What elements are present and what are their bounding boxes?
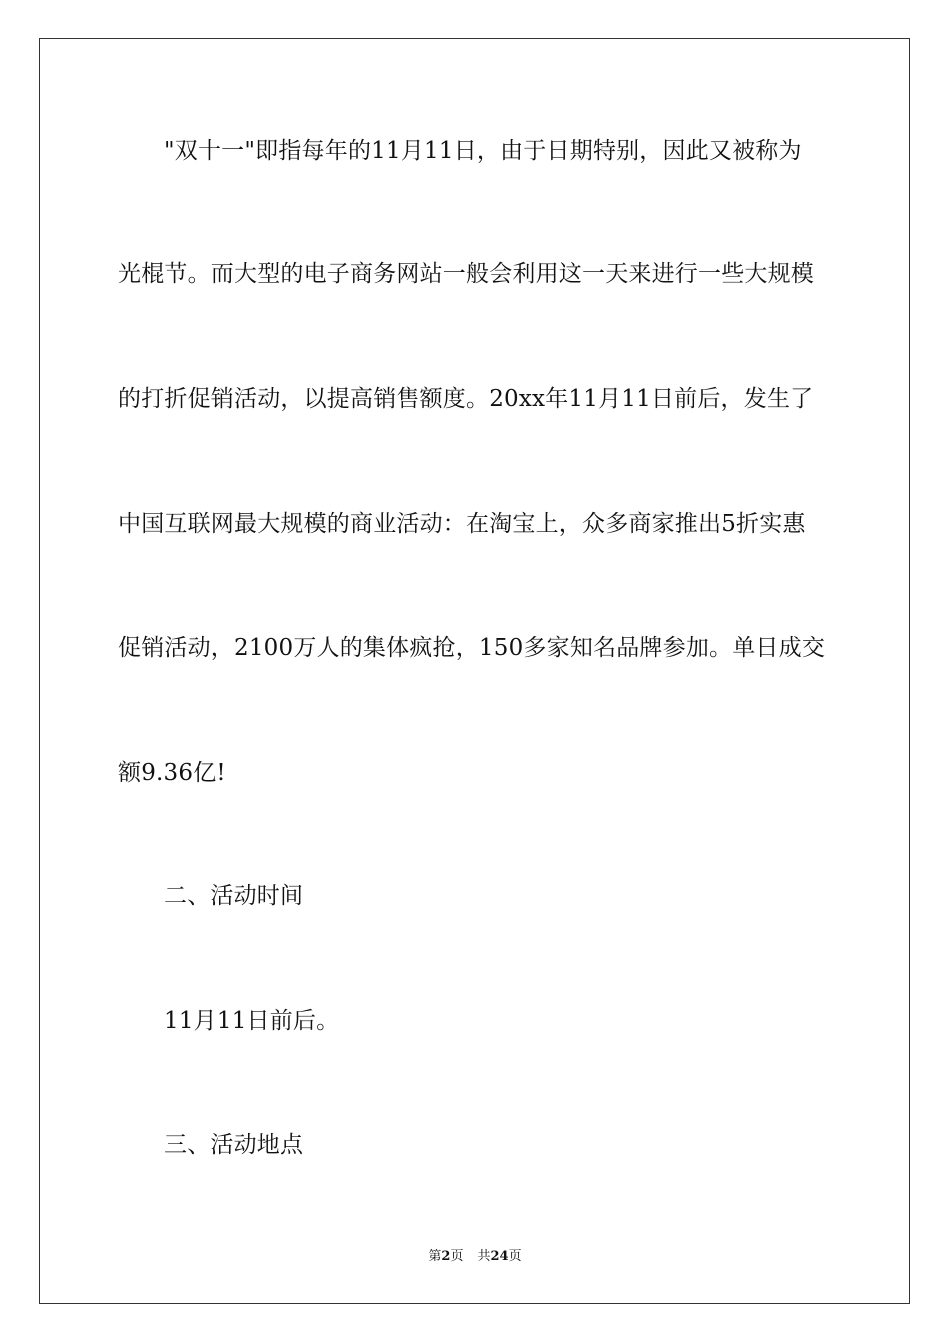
- paragraph-line-2: 光棍节。而大型的电子商务网站一般会利用这一天来进行一些大规模: [118, 261, 814, 287]
- footer-page-number: 2: [441, 1249, 451, 1264]
- paragraph-line-5: 促销活动，2100万人的集体疯抢，150多家知名品牌参加。单日成交: [118, 635, 826, 661]
- page-border: [39, 38, 910, 1304]
- paragraph-line-3: 的打折促销活动，以提高销售额度。20xx年11月11日前后，发生了: [118, 386, 814, 412]
- paragraph-line-6: 额9.36亿!: [118, 760, 226, 786]
- footer-page-suffix: 页: [450, 1249, 464, 1264]
- page-footer: [0, 1248, 950, 1266]
- paragraph-line-4: 中国互联网最大规模的商业活动：在淘宝上，众多商家推出5折实惠: [118, 511, 806, 537]
- footer-total-prefix: 共: [477, 1249, 491, 1264]
- section-heading-location: 三、活动地点: [164, 1132, 304, 1158]
- paragraph-line-1: "双十一"即指每年的11月11日，由于日期特别，因此又被称为: [164, 138, 802, 164]
- section-heading-time: 二、活动时间: [164, 883, 304, 909]
- section-body-time: 11月11日前后。: [164, 1008, 340, 1034]
- footer-total-number: 24: [490, 1249, 509, 1264]
- footer-page-prefix: 第: [428, 1249, 442, 1264]
- footer-total-suffix: 页: [508, 1249, 522, 1264]
